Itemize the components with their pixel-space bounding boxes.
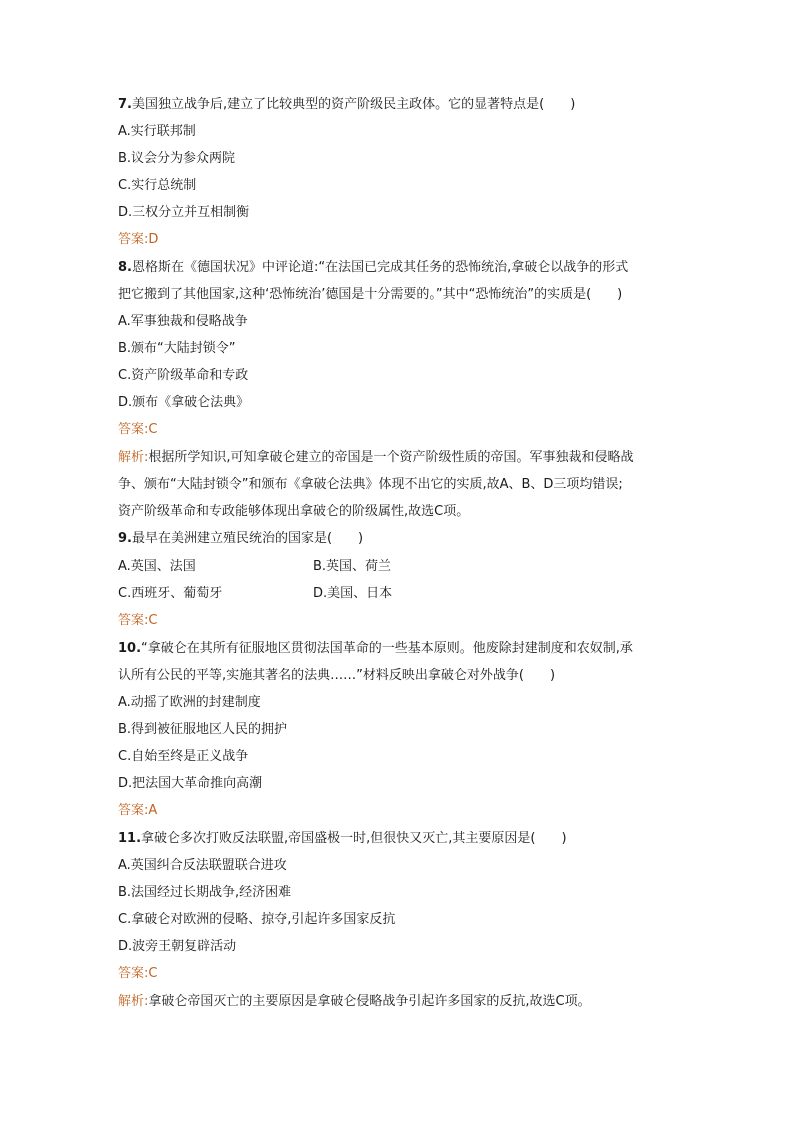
question-number: 10. <box>118 641 142 656</box>
question-9-answer: 答案:C <box>118 613 158 628</box>
question-7-option-d: D.三权分立并互相制衡 <box>118 205 250 220</box>
question-8-explanation-line-2: 争、颁布“大陆封锁令”和颁布《拿破仑法典》体现不出它的实质,故A、B、D三项均错误; <box>118 477 623 492</box>
question-10-option-c: C.自始至终是正义战争 <box>118 749 249 764</box>
question-7-option-b: B.议会分为参众两院 <box>118 151 236 166</box>
question-9-option-a: A.英国、法国 <box>118 559 196 574</box>
question-number: 11. <box>118 831 142 846</box>
question-8-stem-line-2: 把它搬到了其他国家,这种‘恐怖统治’德国是十分需要的。”其中“恐怖统治”的实质是( ) <box>118 287 623 302</box>
question-10-option-b: B.得到被征服地区人民的拥护 <box>118 722 288 737</box>
question-8-stem-line-1: 8.恩格斯在《德国状况》中评论道:“在法国已完成其任务的恐怖统治,拿破仑以战争的形式 <box>118 260 629 275</box>
question-8-explanation-line-1: 解析:根据所学知识,可知拿破仑建立的帝国是一个资产阶级性质的帝国。军事独裁和侵略战 <box>118 450 634 465</box>
question-11-explanation: 解析:拿破仑帝国灭亡的主要原因是拿破仑侵略战争引起许多国家的反抗,故选C项。 <box>118 994 591 1009</box>
question-8-option-d: D.颁布《拿破仑法典》 <box>118 395 250 410</box>
question-10-option-d: D.把法国大革命推向高潮 <box>118 776 263 791</box>
question-11-stem: 11.拿破仑多次打败反法联盟,帝国盛极一时,但很快又灭亡,其主要原因是( ) <box>118 831 567 846</box>
question-9-options-row-2 <box>118 585 684 602</box>
question-11-option-a: A.英国纠合反法联盟联合进攻 <box>118 858 287 873</box>
question-11-option-c: C.拿破仑对欧洲的侵略、掠夺,引起许多国家反抗 <box>118 912 396 927</box>
explanation-label: 解析: <box>118 994 149 1009</box>
question-8-answer: 答案:C <box>118 422 158 437</box>
question-9-stem: 9.最早在美洲建立殖民统治的国家是( ) <box>118 531 364 546</box>
question-7-answer: 答案:D <box>118 232 159 247</box>
question-9-option-d: D.美国、日本 <box>313 586 393 601</box>
question-8-option-b: B.颁布“大陆封锁令” <box>118 341 236 356</box>
question-number: 9. <box>118 531 132 546</box>
question-11-option-d: D.波旁王朝复辟活动 <box>118 939 237 954</box>
question-7-option-c: C.实行总统制 <box>118 178 197 193</box>
question-9-option-c: C.西班牙、葡萄牙 <box>118 586 223 601</box>
question-10-stem-line-2: 认所有公民的平等,实施其著名的法典……”材料反映出拿破仑对外战争( ) <box>118 668 556 683</box>
question-8-option-c: C.资产阶级革命和专政 <box>118 368 249 383</box>
question-9-option-b: B.英国、荷兰 <box>313 559 392 574</box>
question-8-explanation-line-3: 资产阶级革命和专政能够体现出拿破仑的阶级属性,故选C项。 <box>118 504 470 519</box>
question-10-stem-line-1: 10.“拿破仑在其所有征服地区贯彻法国革命的一些基本原则。他废除封建制度和农奴制,承 <box>118 641 633 656</box>
explanation-label: 解析: <box>118 450 149 465</box>
question-11-answer: 答案:C <box>118 966 158 981</box>
question-10-answer: 答案:A <box>118 803 158 818</box>
question-number: 7. <box>118 97 132 112</box>
question-7-stem: 7.美国独立战争后,建立了比较典型的资产阶级民主政体。它的显著特点是( ) <box>118 97 576 112</box>
question-9-options-row-1 <box>118 558 684 575</box>
question-8-option-a: A.军事独裁和侵略战争 <box>118 314 248 329</box>
question-7-option-a: A.实行联邦制 <box>118 124 196 139</box>
question-11-option-b: B.法国经过长期战争,经济困难 <box>118 885 292 900</box>
question-10-option-a: A.动摇了欧洲的封建制度 <box>118 695 261 710</box>
question-number: 8. <box>118 260 132 275</box>
